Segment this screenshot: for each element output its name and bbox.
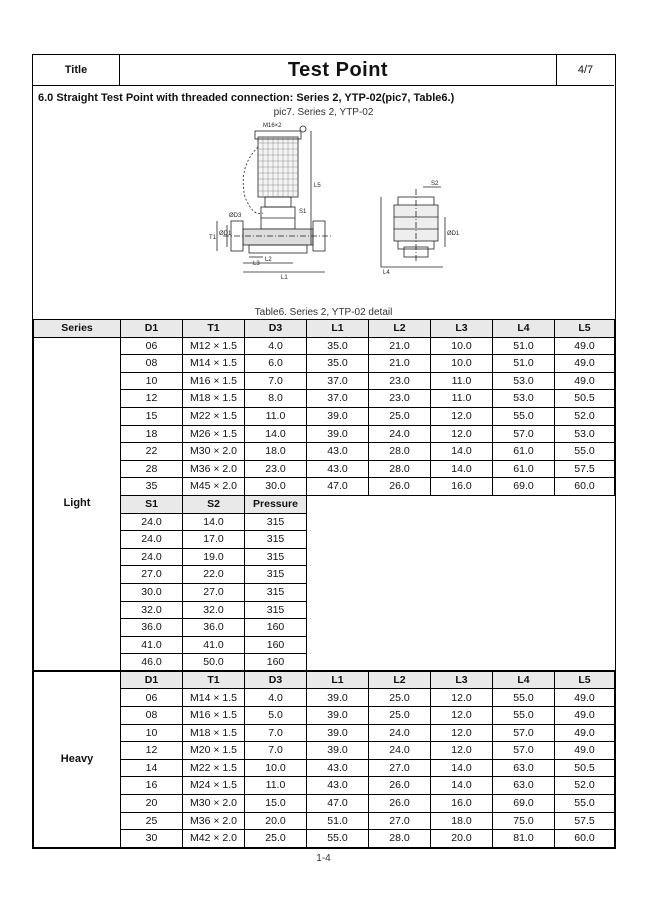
table-cell: 46.0 [121,654,183,672]
table-cell: 55.0 [493,707,555,725]
table-cell: 50.5 [555,390,615,408]
table-cell: M36 × 2.0 [183,460,245,478]
table-cell: 24.0 [369,724,431,742]
table-cell: 47.0 [307,478,369,496]
table-cell: 22.0 [183,566,245,584]
technical-drawing [183,117,473,297]
table-cell: 50.5 [555,759,615,777]
table-cell: 14.0 [431,759,493,777]
table-cell: 25.0 [245,830,307,848]
table-cell: 21.0 [369,355,431,373]
section-title: 6.0 Straight Test Point with threaded connection: Series 2, YTP-02(pic7, Table6.) [38,92,455,104]
table-cell: 27.0 [369,759,431,777]
table-cell: 25.0 [369,407,431,425]
table-cell: 37.0 [307,390,369,408]
table-cell: M24 × 1.5 [183,777,245,795]
table-cell: M14 × 1.5 [183,689,245,707]
page-number: 4/7 [577,64,594,76]
table-cell: 8.0 [245,390,307,408]
dim-d1: ØD1 [219,231,232,237]
table-row [34,777,615,795]
table-cell: 18.0 [245,443,307,461]
table-cell: 10 [121,372,183,390]
table-row [34,443,615,461]
table-cell: 52.0 [555,777,615,795]
table-cell: 23.0 [369,390,431,408]
table-cell: 315 [245,513,307,531]
column-header: D1 [121,320,183,338]
picture-caption: pic7. Series 2, YTP-02 [273,107,374,118]
column-header: L1 [307,671,369,689]
table-cell: 49.0 [555,724,615,742]
table-row [34,407,615,425]
table-cell: 18.0 [431,812,493,830]
table-cell: 08 [121,355,183,373]
table-cell: 06 [121,337,183,355]
column-header: T1 [183,671,245,689]
table-cell: 39.0 [307,689,369,707]
table-row [34,478,615,496]
table-cell: 12.0 [431,689,493,707]
table-cell: 160 [245,636,307,654]
table-cell: M36 × 2.0 [183,812,245,830]
table-cell: 11.0 [245,777,307,795]
table-cell: 53.0 [493,372,555,390]
table-cell: 51.0 [493,355,555,373]
table-cell: M26 × 1.5 [183,425,245,443]
table-cell: 06 [121,689,183,707]
table-cell: 16 [121,777,183,795]
table-cell: M45 × 2.0 [183,478,245,496]
dim-s2: S2 [431,181,439,187]
table-cell: 25 [121,812,183,830]
table-cell: 315 [245,548,307,566]
table-cell: 23.0 [245,460,307,478]
table-cell: 43.0 [307,759,369,777]
table-cell: 7.0 [245,742,307,760]
series-heavy: Heavy [34,671,121,847]
table-cell: 10.0 [245,759,307,777]
table-cell: M12 × 1.5 [183,337,245,355]
table-cell: 35.0 [307,337,369,355]
column-header: T1 [183,320,245,338]
table-cell: 14.0 [431,460,493,478]
column-header: L3 [431,671,493,689]
table-cell: 49.0 [555,337,615,355]
title-block [33,55,614,86]
table-cell: 17.0 [183,531,245,549]
table-cell: M30 × 2.0 [183,443,245,461]
table-cell: 24.0 [121,531,183,549]
column-header: L4 [493,320,555,338]
table-cell: 57.5 [555,460,615,478]
table-cell: 24.0 [369,425,431,443]
column-header: S2 [183,495,245,513]
table-cell: 28.0 [369,830,431,848]
column-header: L5 [555,320,615,338]
dim-t1: T1 [209,235,217,241]
dim-l2: L2 [265,257,272,263]
table-cell: 20.0 [431,830,493,848]
table-cell: 16.0 [431,478,493,496]
table-cell: 55.0 [493,407,555,425]
table-cell: 39.0 [307,742,369,760]
series-light: Light [34,337,121,671]
table-cell: 39.0 [307,425,369,443]
column-header: L5 [555,671,615,689]
table-cell: 69.0 [493,478,555,496]
table-cell: 43.0 [307,460,369,478]
table-cell: 23.0 [369,372,431,390]
table-cell: 26.0 [369,777,431,795]
table-cell: 315 [245,531,307,549]
table-cell: 30.0 [245,478,307,496]
table-row [34,390,615,408]
table-cell: 61.0 [493,460,555,478]
table-cell: 21.0 [369,337,431,355]
table-cell: 32.0 [121,601,183,619]
column-header: D3 [245,320,307,338]
table-row [34,795,615,813]
table-row [34,372,615,390]
table-row [34,759,615,777]
table-cell: 49.0 [555,372,615,390]
table-cell: M18 × 1.5 [183,724,245,742]
table-cell: 35 [121,478,183,496]
table-caption: Table6. Series 2, YTP-02 detail [254,307,393,318]
dim-thread: M16×2 [263,123,282,129]
dim-d1-right: ØD1 [447,231,460,237]
table-cell: 55.0 [493,689,555,707]
dim-l1: L1 [281,275,288,281]
table-cell: 15.0 [245,795,307,813]
table-row [34,689,615,707]
dim-l5: L5 [314,183,321,189]
column-header: L2 [369,671,431,689]
table-cell: 12.0 [431,724,493,742]
table-cell: 49.0 [555,742,615,760]
table-cell: M16 × 1.5 [183,372,245,390]
table-cell: 63.0 [493,777,555,795]
table-cell: 11.0 [245,407,307,425]
table-row [34,355,615,373]
column-header: Pressure [245,495,307,513]
table-cell: 36.0 [121,619,183,637]
dimension-table [33,319,615,848]
column-header: L3 [431,320,493,338]
table-cell: 4.0 [245,337,307,355]
page-footer: 1-4 [316,853,331,864]
table-header-row [34,671,615,689]
table-row [34,425,615,443]
table-cell: 315 [245,601,307,619]
table-cell: 26.0 [369,478,431,496]
table-cell: 28.0 [369,443,431,461]
table-cell: 81.0 [493,830,555,848]
table-cell: 53.0 [493,390,555,408]
table-cell: 315 [245,583,307,601]
column-header: D3 [245,671,307,689]
table-row [34,812,615,830]
table-row [34,742,615,760]
table-cell: 30 [121,830,183,848]
table-cell: 47.0 [307,795,369,813]
table-cell: 55.0 [307,830,369,848]
table-cell: 50.0 [183,654,245,672]
table-cell: 36.0 [183,619,245,637]
table-cell: 5.0 [245,707,307,725]
table-cell: 27.0 [183,583,245,601]
table-cell: 41.0 [183,636,245,654]
table-cell: M14 × 1.5 [183,355,245,373]
table-cell: 19.0 [183,548,245,566]
table-cell: 28 [121,460,183,478]
table-cell: 14.0 [245,425,307,443]
table-cell: 52.0 [555,407,615,425]
table-cell: 49.0 [555,355,615,373]
table-cell: 14.0 [183,513,245,531]
column-header: D1 [121,671,183,689]
table-cell: 27.0 [369,812,431,830]
blank-area [307,495,615,671]
dim-l3: L3 [253,261,260,267]
table-row [34,707,615,725]
table-cell: 39.0 [307,707,369,725]
table-cell: 57.0 [493,425,555,443]
table-cell: 08 [121,707,183,725]
dim-s1: S1 [299,209,307,215]
table-cell: 57.0 [493,724,555,742]
table-cell: 12 [121,742,183,760]
table-cell: 24.0 [121,548,183,566]
table-cell: 43.0 [307,443,369,461]
table-cell: 7.0 [245,724,307,742]
table-cell: 14.0 [431,443,493,461]
table-cell: 39.0 [307,724,369,742]
dim-l4: L4 [383,270,390,276]
table-cell: 15 [121,407,183,425]
table-cell: 12.0 [431,407,493,425]
table-cell: 16.0 [431,795,493,813]
table-cell: 24.0 [369,742,431,760]
table-cell: 55.0 [555,443,615,461]
table-cell: 18 [121,425,183,443]
table-cell: 11.0 [431,372,493,390]
table-cell: 7.0 [245,372,307,390]
table-cell: 14.0 [431,777,493,795]
table-cell: 20.0 [245,812,307,830]
table-cell: 61.0 [493,443,555,461]
table-cell: 20 [121,795,183,813]
table-cell: 12 [121,390,183,408]
table-row [34,337,615,355]
table-cell: 28.0 [369,460,431,478]
column-header: S1 [121,495,183,513]
table-cell: 24.0 [121,513,183,531]
column-header: Series [34,320,121,338]
table-cell: 26.0 [369,795,431,813]
table-cell: 10 [121,724,183,742]
table-cell: 4.0 [245,689,307,707]
column-header: L2 [369,320,431,338]
table-subheader-row [34,495,615,513]
table-cell: 14 [121,759,183,777]
table-row [34,724,615,742]
table-cell: 49.0 [555,689,615,707]
table-cell: M22 × 1.5 [183,407,245,425]
table-cell: 55.0 [555,795,615,813]
dim-d3: ØD3 [229,213,242,219]
table-cell: 63.0 [493,759,555,777]
table-cell: 32.0 [183,601,245,619]
table-cell: M42 × 2.0 [183,830,245,848]
document-title: Test Point [120,55,557,85]
table-header-row [34,320,615,338]
table-cell: 25.0 [369,707,431,725]
table-cell: 51.0 [307,812,369,830]
table-cell: 51.0 [493,337,555,355]
table-cell: 11.0 [431,390,493,408]
table-cell: 27.0 [121,566,183,584]
table-cell: 12.0 [431,742,493,760]
table-cell: M20 × 1.5 [183,742,245,760]
column-header: L4 [493,671,555,689]
table-cell: M16 × 1.5 [183,707,245,725]
table-cell: 37.0 [307,372,369,390]
table-cell: 6.0 [245,355,307,373]
table-cell: M18 × 1.5 [183,390,245,408]
table-cell: 30.0 [121,583,183,601]
table-row [34,460,615,478]
table-cell: 60.0 [555,830,615,848]
table-cell: 160 [245,654,307,672]
table-cell: 57.5 [555,812,615,830]
column-header: L1 [307,320,369,338]
table-cell: 35.0 [307,355,369,373]
table-cell: 10.0 [431,355,493,373]
table-cell: 39.0 [307,407,369,425]
table-cell: 43.0 [307,777,369,795]
table-cell: 41.0 [121,636,183,654]
table-cell: 160 [245,619,307,637]
table-row [34,830,615,848]
table-cell: 25.0 [369,689,431,707]
document-frame [32,54,616,849]
table-cell: 75.0 [493,812,555,830]
table-cell: 60.0 [555,478,615,496]
table-cell: 315 [245,566,307,584]
table-cell: 69.0 [493,795,555,813]
table-cell: M22 × 1.5 [183,759,245,777]
table-cell: 53.0 [555,425,615,443]
title-label: Title [33,55,120,85]
table-cell: 22 [121,443,183,461]
table-cell: 12.0 [431,707,493,725]
table-cell: 49.0 [555,707,615,725]
table-cell: M30 × 2.0 [183,795,245,813]
table-cell: 12.0 [431,425,493,443]
table-cell: 10.0 [431,337,493,355]
table-cell: 57.0 [493,742,555,760]
